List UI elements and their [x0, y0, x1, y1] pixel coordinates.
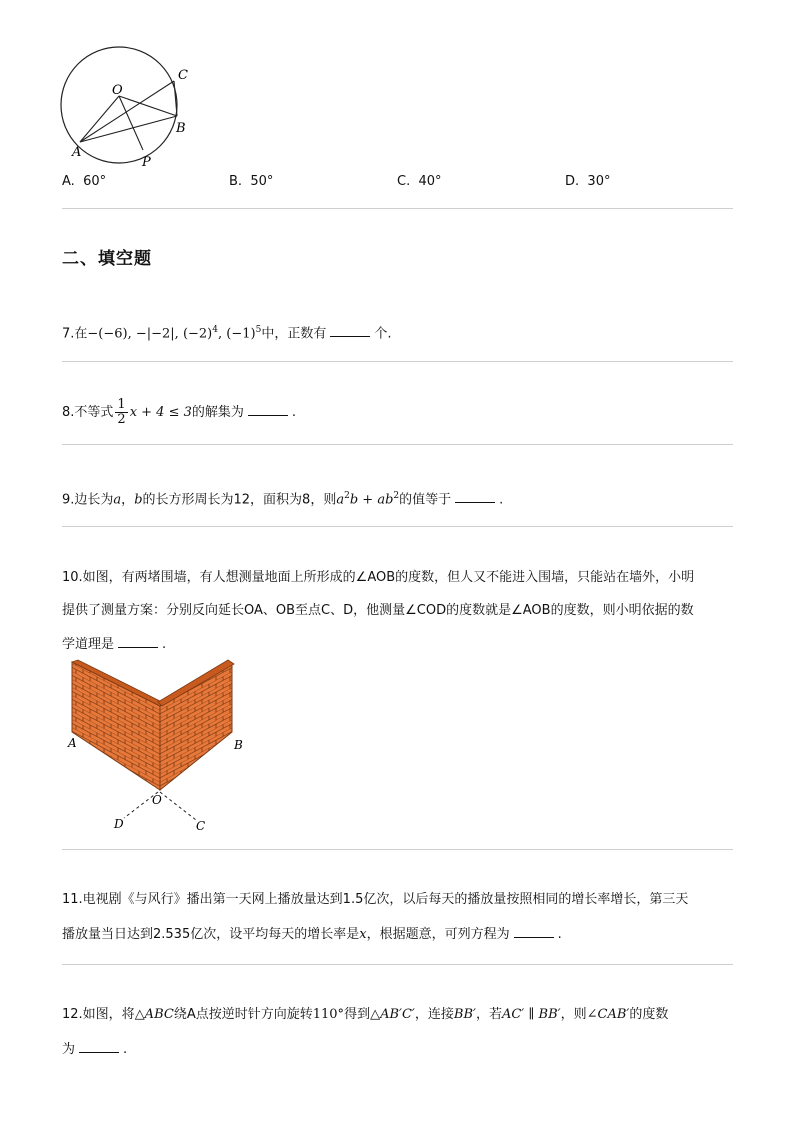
label-C: C	[178, 68, 188, 83]
option-d: D. 30°	[565, 174, 611, 189]
question-10-line-3: 学道理是 .	[62, 634, 166, 655]
label-P: P	[142, 155, 151, 170]
question-8: 8.不等式 $\frac{1}{2}$ x + 4 ≤ 3的解集为 .	[62, 397, 297, 427]
option-a: A. 60°	[62, 174, 107, 189]
answer-blank[interactable]	[330, 323, 370, 337]
wall-figure	[62, 658, 252, 838]
question-10-line-2: 提供了测量方案：分别反向延长OA、OB至点C、D，他测量∠COD的度数就是∠AOB的度数，则小明依据的数	[62, 603, 694, 618]
answer-blank[interactable]	[118, 634, 158, 648]
answer-blank[interactable]	[514, 924, 554, 938]
divider	[62, 444, 733, 445]
circle-figure	[58, 42, 208, 172]
divider	[62, 208, 733, 209]
answer-blank[interactable]	[455, 489, 495, 503]
segment-OB	[119, 96, 177, 116]
question-10-line-1: 10.如图，有两堵围墙，有人想测量地面上所形成的∠AOB的度数，但人又不能进入围墙，只能站在墙外，小明	[62, 570, 695, 585]
divider	[62, 964, 733, 965]
segment-AB	[80, 116, 177, 142]
answer-blank[interactable]	[248, 402, 288, 416]
question-12-line-2: 为 .	[62, 1039, 127, 1060]
label-D: D	[114, 817, 124, 831]
question-9: 9.边长为a，b的长方形周长为12，面积为8，则$a^2b + ab^2$的值等于 .	[62, 491, 504, 508]
option-b: B. 50°	[229, 174, 274, 189]
segment-AC	[80, 81, 174, 142]
section-title: 二、填空题	[62, 249, 152, 269]
extension-OC	[160, 792, 196, 820]
label-C: C	[196, 819, 206, 833]
question-7: 7.在−(−6), −|−2|, $(-2)^4$, $(-1)^5$中，正数有 个.	[62, 325, 392, 342]
label-O: O	[152, 793, 162, 807]
label-B: B	[176, 121, 186, 136]
divider	[62, 361, 733, 362]
divider	[62, 849, 733, 850]
segment-OA	[80, 96, 119, 142]
option-c: C. 40°	[397, 174, 442, 189]
label-B: B	[234, 738, 243, 752]
question-11-line-1: 11.电视剧《与风行》播出第一天网上播放量达到1.5亿次，以后每天的播放量按照相同的增长率增长，第三天	[62, 892, 689, 907]
answer-blank[interactable]	[79, 1039, 119, 1053]
divider	[62, 526, 733, 527]
label-A: A	[72, 145, 82, 160]
fraction: $\frac{1}{2}$	[117, 397, 126, 427]
question-12-line-1: 12.如图，将△ABC绕A点按逆时针方向旋转110°得到△AB′C′，连接BB′，若AC′ ∥ BB′，则∠CAB′的度数	[62, 1007, 669, 1022]
label-O: O	[112, 83, 123, 98]
question-11-line-2: 播放量当日达到2.535亿次，设平均每天的增长率是x，根据题意，可列方程为 .	[62, 924, 562, 945]
label-A: A	[68, 736, 77, 750]
